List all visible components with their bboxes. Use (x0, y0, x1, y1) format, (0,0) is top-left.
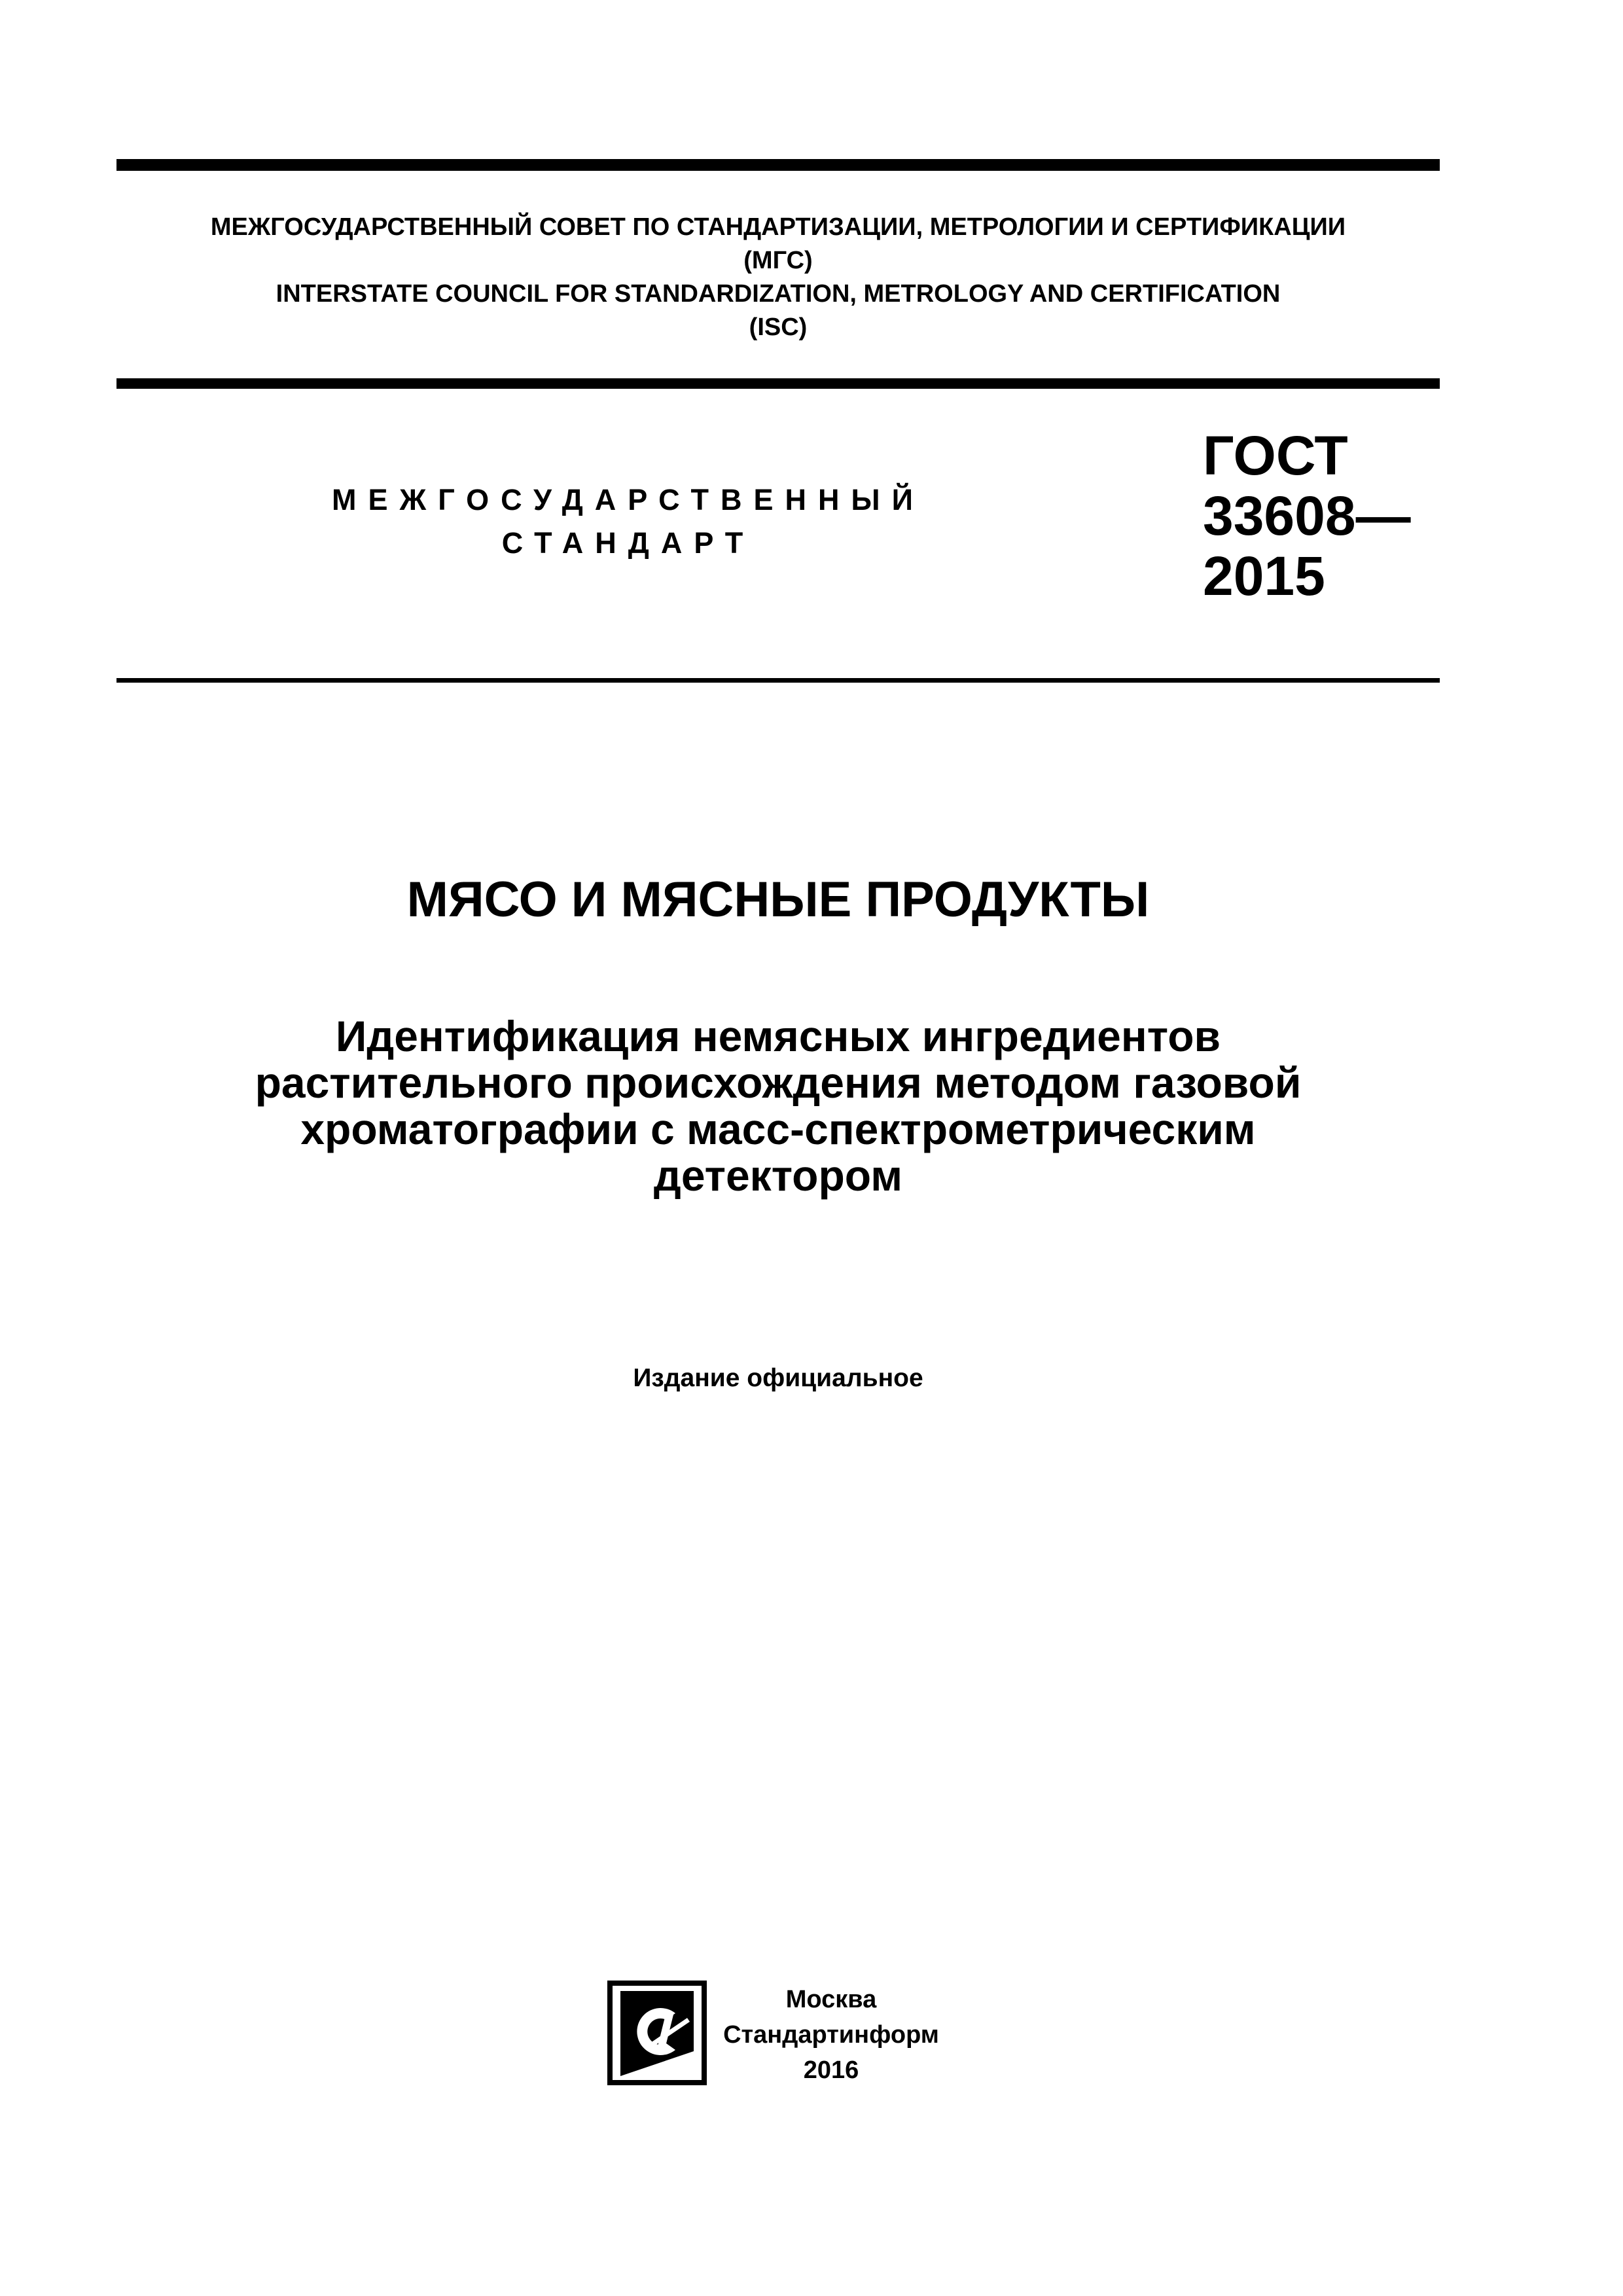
council-abbr-ru: (МГС) (743, 247, 813, 274)
standartinform-logo-icon (607, 1981, 707, 2085)
designation-rule (116, 678, 1440, 683)
standard-type-line-1: МЕЖГОСУДАРСТВЕННЫЙ (332, 483, 925, 516)
gost-label: ГОСТ (1203, 425, 1348, 486)
publisher-name: Стандартинформ (723, 2021, 939, 2049)
top-rule (116, 159, 1440, 171)
gost-number: 33608— (1203, 485, 1411, 547)
subtitle-line: растительного происхождения методом газовой (255, 1058, 1302, 1107)
publisher-year: 2016 (803, 2056, 859, 2084)
council-abbr-en: (ISC) (749, 314, 808, 341)
gost-year: 2015 (1203, 545, 1325, 607)
document-subtitle (116, 1013, 1440, 1199)
council-header (116, 211, 1440, 344)
publisher-block (713, 1982, 949, 2088)
subtitle-line: Идентификация немясных ингредиентов (335, 1012, 1221, 1060)
subtitle-line: детектором (653, 1151, 903, 1200)
edition-label: Издание официальное (633, 1364, 923, 1392)
publisher-city: Москва (785, 1986, 877, 2013)
document-title: МЯСО И МЯСНЫЕ ПРОДУКТЫ (406, 872, 1150, 927)
header-rule (116, 378, 1440, 389)
subtitle-line: хроматографии с масс-спектрометрическим (300, 1105, 1256, 1153)
council-name-en: INTERSTATE COUNCIL FOR STANDARDIZATION, METROLOGY AND CERTIFICATION (276, 280, 1281, 308)
gost-designation (1203, 425, 1411, 606)
standard-type-line-2: СТАНДАРТ (501, 526, 755, 560)
council-name-ru: МЕЖГОСУДАРСТВЕННЫЙ СОВЕТ ПО СТАНДАРТИЗАЦИИ, МЕТРОЛОГИИ И СЕРТИФИКАЦИИ (210, 213, 1346, 241)
